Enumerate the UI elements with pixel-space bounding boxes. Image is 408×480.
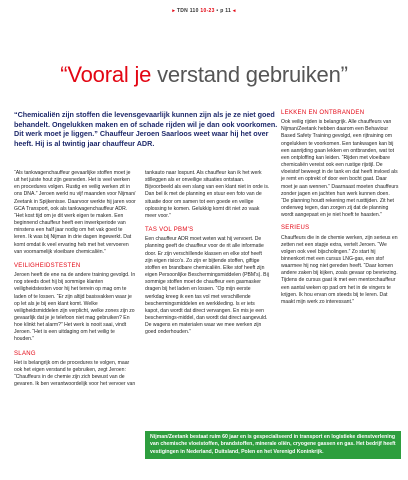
subheading-veiligheidstesten: VEILIGHEIDSTESTEN	[14, 262, 81, 269]
subheading-serieus: SERIEUS	[281, 225, 310, 232]
page-number: p 11	[220, 8, 232, 14]
company-info-box	[145, 431, 401, 459]
company-name: Nijman/Zeetank	[150, 434, 189, 440]
end-triangle-icon: ◂	[232, 8, 236, 14]
col2-paragraph-2: Een chauffeur ADR moet weten wat hij vervoert. De planning geeft de chauffeur voor de rit alle informatie door. Er zijn verschillende klassen en elke stof heeft zijn eigen risico's. Zo zijn er bijtende stoffen, giftige stoffen en brandbare chemicaliën. Elke stof heeft zijn eigen Persoonlijke Beschermingsmiddelen (PBM's). Bij sommige stoffen moet de chauffeur een gasmasker dragen bij het laden en lossen. “Op mijn eerste werkdag kreeg ik een tas vol met verschillende beschermingsmiddelen en werkkleding. Is er iets kapot, dan wordt dat direct vervangen. En mis je een beschermings-middel, dan wordt dat direct aangevuld. De wagens en materialen waar we mee werken zijn goed onderhouden.”	[145, 236, 269, 336]
magazine-label: TDN 110	[176, 8, 199, 14]
triangle-icon: ▸	[172, 8, 176, 14]
column-3	[281, 110, 399, 306]
page-header	[0, 8, 408, 14]
intro-paragraph: “Chemicaliën zijn stoffen die levensgevaarlijk kunnen zijn als je ze niet goed behandelt. Ongelukken maken en of schade rijden wil je dan ook voorkomen. Dit werk moet je liggen.” Chauffeur Jeroen Saarloos weet waar hij het over heeft. Hij is al twintig jaar chauffeur ADR.	[14, 110, 278, 148]
subheading-slang: SLANG	[14, 350, 36, 357]
headline	[0, 62, 408, 88]
issue-number: 10-23	[200, 8, 215, 14]
col1-paragraph-1: “Als tankwagenchauffeur gevaarlijke stoffen moet je uit het juiste hout zijn gesneden. Het is veel werken en procedures volgen. Rustig en veilig werken zit in ons DNA.” Jeroen werkt nu vijf maanden voor Nijman/ Zeetank in Spijkenisse. Daarvoor werkte hij jaren voor GCA Transport, ook als tankwagenchauffeur ADR. “Het kost tijd om je dit werk eigen te maken. Een beginnend chauffeur heeft een inwerkperiode van minstens een half jaar nodig om het vak goed te leren. Ik was bij Nijman in drie dagen ingewerkt. Dat komt omdat ik veel ervaring heb met het vervoeren van voornamelijk vloeibare chemicaliën.”	[14, 170, 136, 255]
headline-part2: verstand	[157, 62, 240, 87]
headline-part3: gebruiken”	[239, 62, 348, 87]
col1-paragraph-2: Jeroen heeft de ene na de andere training gevolgd. In nog steeds doet hij bij sommige klanten veiligheidstesten voor hij het terrein op mag om te laden of te lossen. “Er zijn altijd basisvakken waar je op let als je bij een klant komt. Welke veiligheidsmiddelen zijn verplicht, welke zones zijn zo gevaarlijk dat je je telefoon niet mag gebruiken? En hoe klinkt het alarm?” Het werk is nooit saai, vindt Jeroen. “Het is een uitdaging om het veilig te houden.”	[14, 272, 136, 343]
col1-paragraph-3: Het is belangrijk om de procedures te volgen, maar ook het eigen verstand te gebruiken, zegt Jeroen: “Chauffeurs in de chemie zijn zich bewust van de gevaren. Ik ben verantwoordelijk voor het vervoer van	[14, 359, 136, 388]
col3-paragraph-1: Ook veilig rijden is belangrijk. Alle chauffeurs van Nijman/Zeetank hebben daarom een Behaviour Based Safety Training gevolgd, een rijtraining om ongelukken te voorkomen. Een tankwagen kan bij een aanrijding gaan lekken en ontbranden, wat tot een ontploffing kan leiden. “Rijden met vloeibare chemicaliën vereist ook een rustige rijstijl. De vloeistof beweegt in de tank en dat heeft invloed als je remt en optrekt of door een bocht gaat. Daar moet je aan wennen.” Daarnaast moeten chauffeurs zonder jagen en jachten hun werk kunnen doen. “De planning houdt rekening met rusttijden. Zit het onderweg tegen, dan zorgen zij dat de planning wordt aangepast en je niet hoeft te haasten.”	[281, 119, 399, 219]
subheading-lekken-en-ontbranden: LEKKEN EN ONTBRANDEN	[281, 110, 365, 116]
col2-paragraph-1: tankauto naar lospunt. Als chauffeur kan ik het werk stilleggen als er onveilige situaties ontstaan. Bijvoorbeeld als een slang van een klant niet in orde is. Dan bel ik met de planning en stuur een foto van de situatie door om samen tot een goede en veilige oplossing te komen. Gelukkig komt dit niet zo vaak meer voor.”	[145, 170, 270, 219]
separator: •	[216, 8, 219, 14]
headline-part1: “Vooral je	[60, 62, 158, 87]
company-description: bestaat ruim 60 jaar en is gespecialiseerd in transport en logistieke dienstverlening van chemische vloeistoffen, brandstoffen, minerale oliën, cryogene gassen en gas. Het bedrijf heeft vestigingen in Nederland, Duitsland, Polen en het Verenigd Koninkrijk.	[150, 434, 396, 455]
column-1	[14, 170, 136, 388]
subheading-tas-vol-pbms: TAS VOL PBM'S	[145, 227, 194, 234]
col3-paragraph-2: Chauffeurs die in de chemie werken, zijn serieus en zetten net een stapje extra, vertelt Jeroen. “We volgen ook veel bijscholingen.” Zo start hij binnenkort met een cursus LNG-gas, een stof waarmee hij nog niet gereden heeft. “Daar komen andere zaken bij kijken, zoals gevaar op bevriezing. Tijdens de cursus gaat ik met een mentorchauffeur een aantal weken op pad om het in de vingers te krijgen. Ik hou ervan om steeds bij te leren. Dat maakt mijn werk zo interessant.”	[281, 234, 398, 305]
column-2	[145, 170, 270, 336]
